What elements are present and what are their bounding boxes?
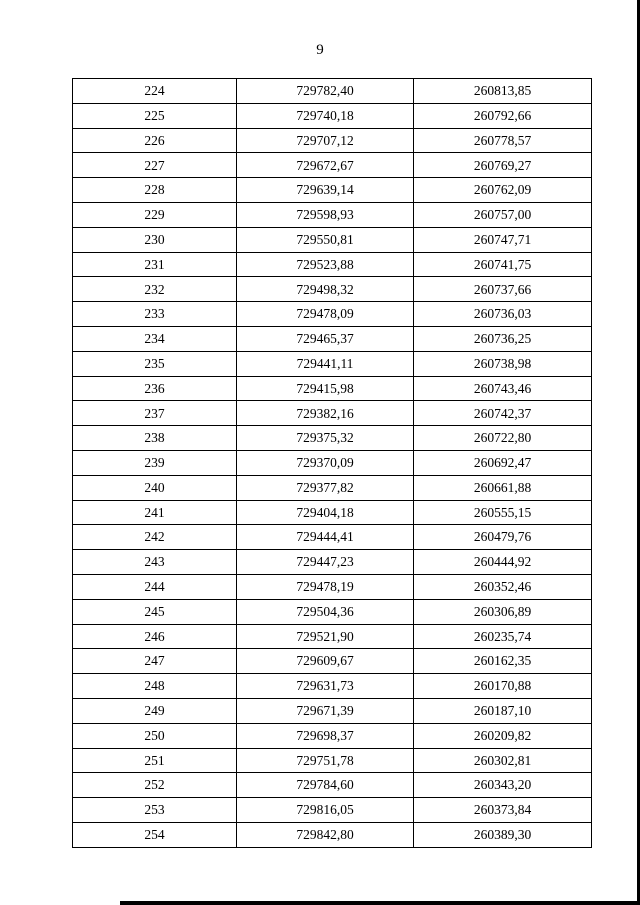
table-row (73, 450, 592, 475)
x-coordinate-cell: 729550,81 (237, 227, 414, 252)
y-coordinate-cell: 260737,66 (414, 277, 592, 302)
point-number-cell: 244 (73, 574, 237, 599)
point-number-cell: 246 (73, 624, 237, 649)
point-number-cell: 252 (73, 773, 237, 798)
y-coordinate-cell: 260736,25 (414, 326, 592, 351)
y-coordinate-cell: 260741,75 (414, 252, 592, 277)
point-number-cell: 229 (73, 202, 237, 227)
x-coordinate-cell: 729478,09 (237, 302, 414, 327)
y-coordinate-cell: 260479,76 (414, 525, 592, 550)
x-coordinate-cell: 729523,88 (237, 252, 414, 277)
point-number-cell: 243 (73, 550, 237, 575)
point-number-cell: 241 (73, 500, 237, 525)
table-row (73, 227, 592, 252)
table-row (73, 525, 592, 550)
x-coordinate-cell: 729698,37 (237, 723, 414, 748)
coordinates-table (72, 78, 592, 848)
table-row (73, 252, 592, 277)
x-coordinate-cell: 729404,18 (237, 500, 414, 525)
table-row (73, 723, 592, 748)
y-coordinate-cell: 260389,30 (414, 822, 592, 847)
x-coordinate-cell: 729370,09 (237, 450, 414, 475)
x-coordinate-cell: 729498,32 (237, 277, 414, 302)
table-row (73, 153, 592, 178)
table-row (73, 773, 592, 798)
x-coordinate-cell: 729707,12 (237, 128, 414, 153)
point-number-cell: 224 (73, 79, 237, 104)
table-row (73, 79, 592, 104)
y-coordinate-cell: 260343,20 (414, 773, 592, 798)
table-row (73, 822, 592, 847)
table-row (73, 748, 592, 773)
y-coordinate-cell: 260778,57 (414, 128, 592, 153)
point-number-cell: 240 (73, 475, 237, 500)
table-row (73, 674, 592, 699)
point-number-cell: 239 (73, 450, 237, 475)
point-number-cell: 245 (73, 599, 237, 624)
table-row (73, 649, 592, 674)
y-coordinate-cell: 260235,74 (414, 624, 592, 649)
x-coordinate-cell: 729415,98 (237, 376, 414, 401)
y-coordinate-cell: 260692,47 (414, 450, 592, 475)
x-coordinate-cell: 729598,93 (237, 202, 414, 227)
y-coordinate-cell: 260742,37 (414, 401, 592, 426)
scan-edge-bottom (120, 901, 640, 905)
table-row (73, 302, 592, 327)
point-number-cell: 253 (73, 798, 237, 823)
coordinates-table-body (73, 79, 592, 848)
table-row (73, 277, 592, 302)
x-coordinate-cell: 729521,90 (237, 624, 414, 649)
point-number-cell: 225 (73, 103, 237, 128)
y-coordinate-cell: 260162,35 (414, 649, 592, 674)
y-coordinate-cell: 260209,82 (414, 723, 592, 748)
point-number-cell: 249 (73, 698, 237, 723)
y-coordinate-cell: 260170,88 (414, 674, 592, 699)
x-coordinate-cell: 729377,82 (237, 475, 414, 500)
point-number-cell: 236 (73, 376, 237, 401)
table-row (73, 698, 592, 723)
y-coordinate-cell: 260762,09 (414, 178, 592, 203)
point-number-cell: 237 (73, 401, 237, 426)
x-coordinate-cell: 729740,18 (237, 103, 414, 128)
x-coordinate-cell: 729382,16 (237, 401, 414, 426)
y-coordinate-cell: 260743,46 (414, 376, 592, 401)
point-number-cell: 228 (73, 178, 237, 203)
point-number-cell: 231 (73, 252, 237, 277)
y-coordinate-cell: 260187,10 (414, 698, 592, 723)
point-number-cell: 230 (73, 227, 237, 252)
y-coordinate-cell: 260444,92 (414, 550, 592, 575)
point-number-cell: 242 (73, 525, 237, 550)
x-coordinate-cell: 729816,05 (237, 798, 414, 823)
point-number-cell: 250 (73, 723, 237, 748)
y-coordinate-cell: 260352,46 (414, 574, 592, 599)
table-row (73, 550, 592, 575)
point-number-cell: 247 (73, 649, 237, 674)
table-row (73, 178, 592, 203)
y-coordinate-cell: 260747,71 (414, 227, 592, 252)
point-number-cell: 238 (73, 426, 237, 451)
table-row (73, 376, 592, 401)
table-row (73, 128, 592, 153)
y-coordinate-cell: 260722,80 (414, 426, 592, 451)
table-row (73, 599, 592, 624)
table-row (73, 426, 592, 451)
table-row (73, 202, 592, 227)
x-coordinate-cell: 729784,60 (237, 773, 414, 798)
table-row (73, 475, 592, 500)
x-coordinate-cell: 729465,37 (237, 326, 414, 351)
x-coordinate-cell: 729672,67 (237, 153, 414, 178)
y-coordinate-cell: 260661,88 (414, 475, 592, 500)
x-coordinate-cell: 729639,14 (237, 178, 414, 203)
y-coordinate-cell: 260792,66 (414, 103, 592, 128)
point-number-cell: 251 (73, 748, 237, 773)
y-coordinate-cell: 260769,27 (414, 153, 592, 178)
table-row (73, 624, 592, 649)
table-row (73, 401, 592, 426)
x-coordinate-cell: 729504,36 (237, 599, 414, 624)
x-coordinate-cell: 729671,39 (237, 698, 414, 723)
table-row (73, 500, 592, 525)
point-number-cell: 232 (73, 277, 237, 302)
table-row (73, 326, 592, 351)
x-coordinate-cell: 729478,19 (237, 574, 414, 599)
table-row (73, 798, 592, 823)
y-coordinate-cell: 260738,98 (414, 351, 592, 376)
x-coordinate-cell: 729375,32 (237, 426, 414, 451)
y-coordinate-cell: 260373,84 (414, 798, 592, 823)
y-coordinate-cell: 260306,89 (414, 599, 592, 624)
point-number-cell: 227 (73, 153, 237, 178)
point-number-cell: 234 (73, 326, 237, 351)
page-number: 9 (316, 42, 324, 58)
x-coordinate-cell: 729842,80 (237, 822, 414, 847)
y-coordinate-cell: 260736,03 (414, 302, 592, 327)
y-coordinate-cell: 260813,85 (414, 79, 592, 104)
x-coordinate-cell: 729447,23 (237, 550, 414, 575)
y-coordinate-cell: 260555,15 (414, 500, 592, 525)
x-coordinate-cell: 729782,40 (237, 79, 414, 104)
point-number-cell: 235 (73, 351, 237, 376)
point-number-cell: 248 (73, 674, 237, 699)
x-coordinate-cell: 729609,67 (237, 649, 414, 674)
x-coordinate-cell: 729751,78 (237, 748, 414, 773)
point-number-cell: 226 (73, 128, 237, 153)
y-coordinate-cell: 260757,00 (414, 202, 592, 227)
table-row (73, 574, 592, 599)
point-number-cell: 233 (73, 302, 237, 327)
y-coordinate-cell: 260302,81 (414, 748, 592, 773)
x-coordinate-cell: 729444,41 (237, 525, 414, 550)
table-row (73, 103, 592, 128)
x-coordinate-cell: 729631,73 (237, 674, 414, 699)
table-row (73, 351, 592, 376)
point-number-cell: 254 (73, 822, 237, 847)
x-coordinate-cell: 729441,11 (237, 351, 414, 376)
